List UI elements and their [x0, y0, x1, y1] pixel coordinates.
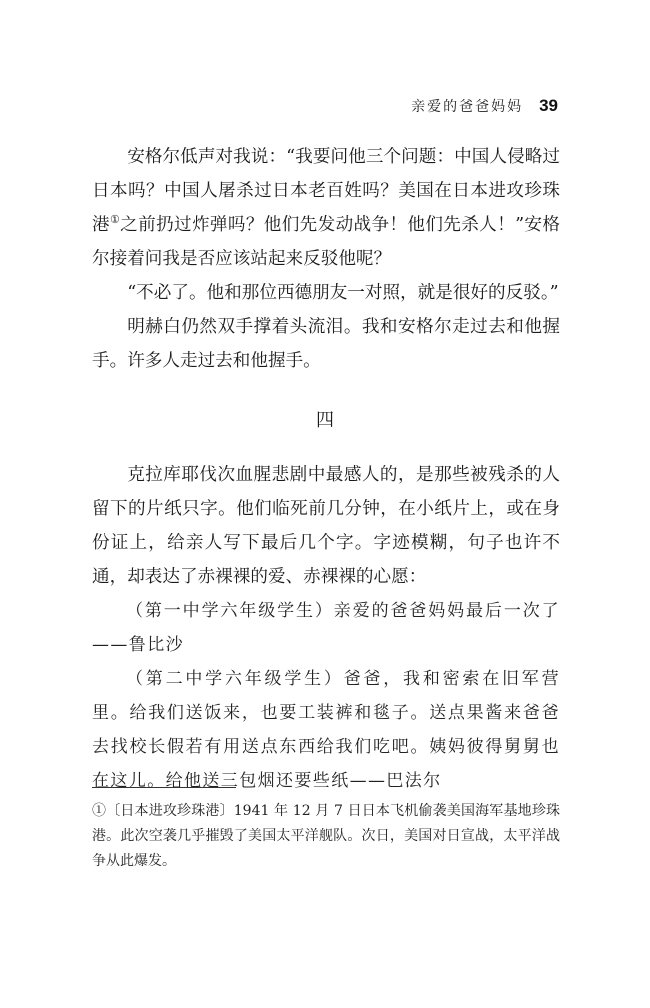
quoted-note: （第一中学六年级学生）亲爱的爸爸妈妈最后一次了——鲁比沙 [92, 601, 560, 655]
body-text [92, 140, 560, 798]
paragraph: 克拉库耶伐次血腥悲剧中最感人的，是那些被残杀的人留下的片纸只字。他们临死前几分钟，在小纸片上，或在身份证上，给亲人写下最后几个字。字迹模糊，句子也许不通，却表达了赤裸裸的爱、赤裸裸的心愿： [92, 465, 560, 587]
paragraph: “不必了。他和那位西德朋友一对照，就是很好的反驳。” [127, 283, 559, 303]
section-heading: 四 [316, 410, 336, 431]
paragraph-text-before-footnote: 安格尔低声对我说：“我要问他三个问题：中国人侵略过日本吗？中国人屠杀过日本老百姓吗？美国在日本进攻珍珠港 [92, 147, 560, 235]
footnote-mark: ① [92, 803, 107, 819]
page-number: 39 [539, 96, 558, 115]
paragraph-text-after-footnote: 之前扔过炸弹吗？他们先发动战争！他们先杀人！”安格尔接着问我是否应该站起来反驳他呢？ [92, 215, 560, 269]
paragraph [92, 140, 560, 276]
running-header [411, 96, 558, 116]
footnote [92, 799, 560, 874]
quoted-note: （第二中学六年级学生）爸爸，我和密索在旧军营里。给我们送饭来，也要工装裤和毯子。送点果酱来爸爸去找校长假若有用送点东西给我们吃吧。姨妈彼得舅舅也在这儿。给他送三包烟还要些纸——巴法尔 [92, 669, 560, 791]
footnote-reference-mark: ① [109, 213, 121, 227]
footnote-divider [92, 787, 236, 788]
footnote-text: 〔日本进攻珍珠港〕1941 年 12 月 7 日日本飞机偷袭美国海军基地珍珠港。此次空袭几乎摧毁了美国太平洋舰队。次日，美国对日宣战，太平洋战争从此爆发。 [92, 803, 561, 869]
running-header-title: 亲爱的爸爸妈妈 [411, 99, 524, 115]
paragraph: 明赫白仍然双手撑着头流泪。我和安格尔走过去和他握手。许多人走过去和他握手。 [92, 317, 560, 371]
